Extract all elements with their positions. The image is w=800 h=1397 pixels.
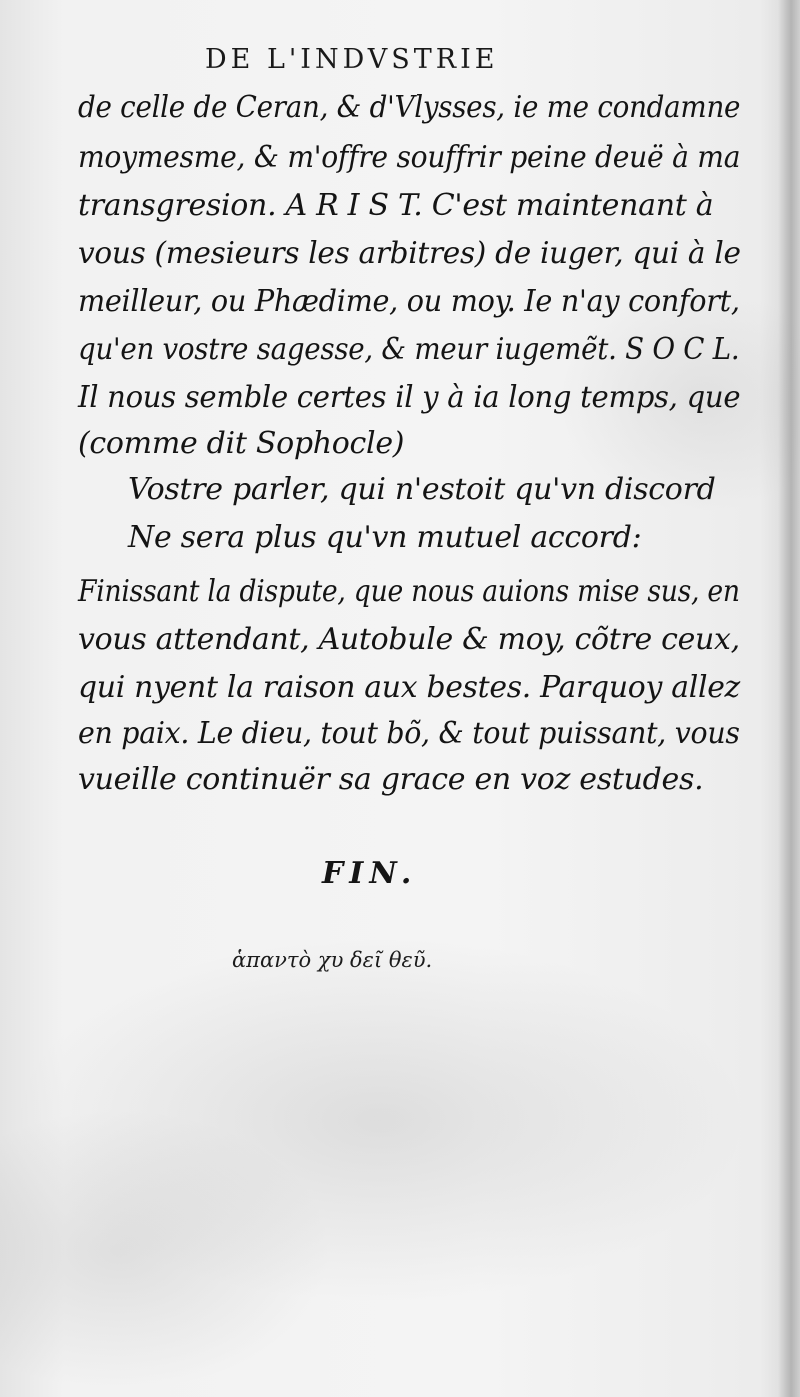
text-line: en paix. Le dieu, tout bõ, & tout puissant, vous — [78, 716, 740, 751]
running-title: DE L'INDVSTRIE — [205, 44, 499, 75]
verse-line: Ne sera plus qu'vn mutuel accord: — [128, 520, 642, 555]
text-line: de celle de Ceran, & d'Vlysses, ie me condamne — [78, 90, 741, 125]
text-line: Il nous semble certes il y à ia long temps, que — [78, 380, 741, 415]
text-line: vous (mesieurs les arbitres) de iuger, qui à le — [78, 236, 741, 271]
greek-motto: ἁπαντὸ χυ δεῖ θεῦ. — [232, 948, 433, 972]
text-line: Finissant la dispute, que nous auions mise sus, en — [78, 574, 740, 609]
verse-line: Vostre parler, qui n'estoit qu'vn discord — [128, 472, 716, 507]
text-line: (comme dit Sophocle) — [78, 426, 405, 461]
text-line: qu'en vostre sagesse, & meur iugemẽt. S O C L. — [78, 332, 740, 367]
page-gutter-shadow — [778, 0, 800, 1397]
text-line: moymesme, & m'offre souffrir peine deuë à ma — [78, 140, 741, 175]
text-line: vueille continuër sa grace en voz estudes. — [78, 762, 704, 797]
text-line: meilleur, ou Phædime, ou moy. Ie n'ay confort, — [78, 284, 740, 319]
finis-heading: FIN. — [322, 856, 418, 891]
text-line: qui nyent la raison aux bestes. Parquoy allez — [78, 670, 740, 705]
text-line: vous attendant, Autobule & moy, cõtre ceux, — [78, 622, 740, 657]
text-line: transgresion. A R I S T. C'est maintenant à — [78, 188, 714, 223]
